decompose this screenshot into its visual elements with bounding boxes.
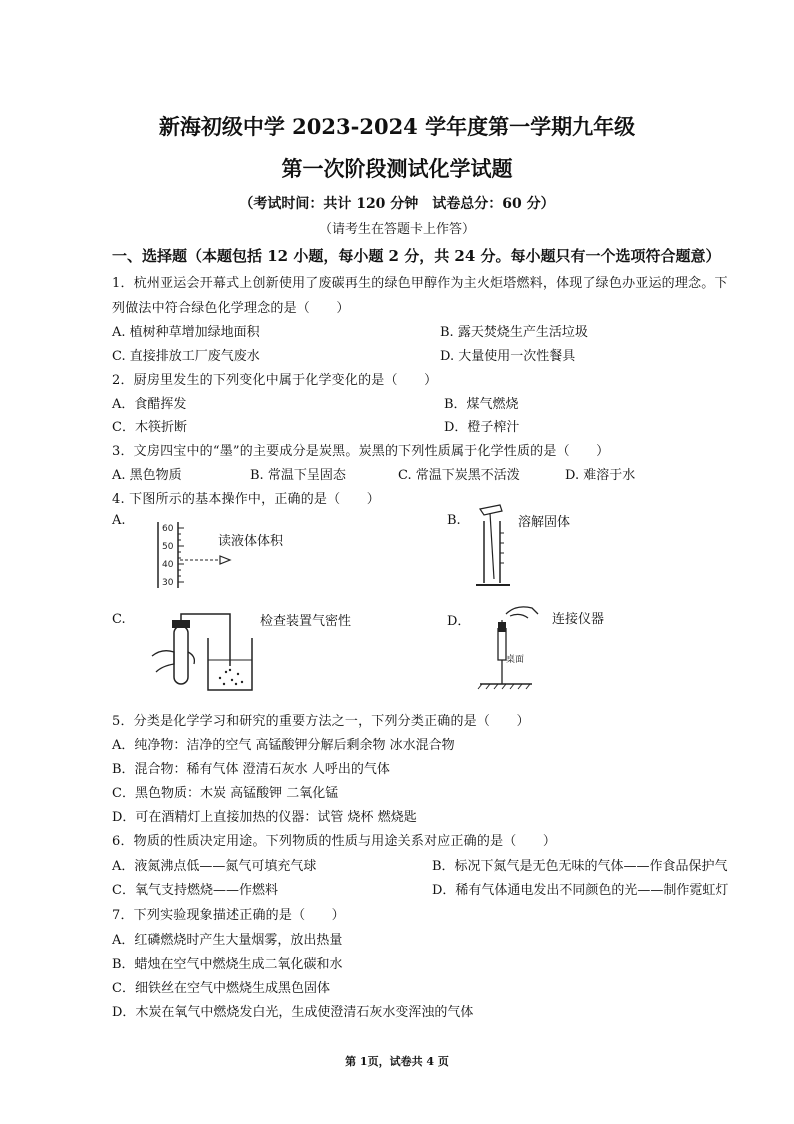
question-1-stem-cont: 列做法中符合绿色化学理念的是（ ） — [112, 301, 350, 316]
question-1-option-d: D. 大量使用一次性餐具 — [440, 349, 576, 364]
figure-a-caption: 读液体体积 — [218, 534, 284, 549]
figure-d-letter: D． — [447, 614, 471, 629]
question-5-stem: 5．分类是化学学习和研究的重要方法之一，下列分类正确的是（ ） — [112, 714, 530, 729]
exam-title-line1: 新海初级中学 2023-2024 学年度第一学期九年级 — [158, 114, 636, 139]
exam-title-line2: 第一次阶段测试化学试题 — [281, 156, 513, 181]
question-6-option-d: D．稀有气体通电发出不同颜色的光——制作霓虹灯 — [432, 883, 729, 898]
question-7-option-d: D．木炭在氧气中燃烧发白光，生成使澄清石灰水变浑浊的气体 — [112, 1005, 474, 1020]
question-1-option-c: C. 直接排放工厂废气废水 — [112, 349, 260, 364]
connecting-apparatus-figure — [476, 600, 546, 690]
figure-c-letter: C. — [112, 612, 126, 627]
question-5-option-d: D．可在酒精灯上直接加热的仪器：试管 烧杯 燃烧匙 — [112, 810, 417, 825]
question-2-option-c: C．木筷折断 — [112, 420, 187, 435]
desk-label: 桌面 — [506, 655, 525, 665]
page-footer: 第 1页，试卷共 4 页 — [345, 1055, 449, 1068]
tick-label: 40 — [162, 560, 174, 570]
question-6-option-a: A．液氮沸点低——氮气可填充气球 — [112, 859, 317, 874]
question-3-option-c: C. 常温下炭黑不活泼 — [398, 468, 520, 483]
section-heading: 一、选择题（本题包括 12 小题，每小题 2 分，共 24 分。每小题只有一个选项符合题意） — [112, 247, 721, 265]
question-3-option-d: D. 难溶于水 — [565, 468, 636, 483]
airtightness-check-figure — [148, 612, 258, 696]
question-1-option-a: A. 植树种草增加绿地面积 — [112, 325, 260, 340]
figure-a-letter: A. — [112, 513, 126, 528]
question-1-stem: 1．杭州亚运会开幕式上创新使用了废碳再生的绿色甲醇作为主火炬塔燃料，体现了绿色办亚运的理念。下 — [112, 276, 728, 291]
figure-c-caption: 检查装置气密性 — [260, 614, 352, 629]
eye-icon — [220, 556, 230, 564]
question-6-option-b: B．标况下氮气是无色无味的气体——作食品保护气 — [432, 859, 728, 874]
question-6-option-c: C．氧气支持燃烧——作燃料 — [112, 883, 278, 898]
figure-d-caption: 连接仪器 — [552, 612, 605, 627]
question-7-option-c: C．细铁丝在空气中燃烧生成黑色固体 — [112, 981, 330, 996]
question-2-option-b: B．煤气燃烧 — [444, 397, 519, 412]
question-3-stem: 3．文房四宝中的“墨”的主要成分是炭黑。炭黑的下列性质属于化学性质的是（ ） — [112, 444, 610, 459]
question-1-option-b: B. 露天焚烧生产生活垃圾 — [440, 325, 588, 340]
question-7-stem: 7．下列实验现象描述正确的是（ ） — [112, 908, 345, 923]
hand-icon — [152, 651, 174, 672]
question-5-option-b: B．混合物：稀有气体 澄清石灰水 人呼出的气体 — [112, 762, 390, 777]
question-6-stem: 6．物质的性质决定用途。下列物质的性质与用途关系对应正确的是（ ） — [112, 834, 557, 849]
question-3-option-a: A. 黑色物质 — [112, 468, 182, 483]
tick-label: 50 — [162, 542, 174, 552]
hand-icon — [506, 607, 538, 614]
tick-label: 60 — [162, 524, 174, 534]
figure-b-caption: 溶解固体 — [518, 515, 571, 530]
dissolving-solid-in-cylinder-figure — [470, 503, 520, 593]
question-5-option-c: C．黑色物质：木炭 高锰酸钾 二氧化锰 — [112, 786, 339, 801]
question-2-option-d: D．橙子榨汁 — [444, 420, 520, 435]
figure-b-letter: B. — [447, 513, 461, 528]
tick-label: 30 — [162, 578, 174, 588]
question-3-option-b: B. 常温下呈固态 — [250, 468, 346, 483]
exam-info: （考试时间：共计 120 分钟 试卷总分：60 分） — [239, 196, 555, 212]
question-7-option-a: A．红磷燃烧时产生大量烟雾，放出热量 — [112, 933, 343, 948]
question-5-option-a: A．纯净物：洁净的空气 高锰酸钾分解后剩余物 冰水混合物 — [112, 738, 455, 753]
question-4-stem: 4. 下图所示的基本操作中，正确的是（ ） — [112, 492, 380, 507]
exam-instruction: （请考生在答题卡上作答） — [318, 222, 475, 237]
question-2-stem: 2．厨房里发生的下列变化中属于化学变化的是（ ） — [112, 373, 438, 388]
graduated-cylinder-reading-figure — [150, 518, 240, 590]
question-2-option-a: A．食醋挥发 — [112, 397, 187, 412]
question-7-option-b: B．蜡烛在空气中燃烧生成二氧化碳和水 — [112, 957, 343, 972]
